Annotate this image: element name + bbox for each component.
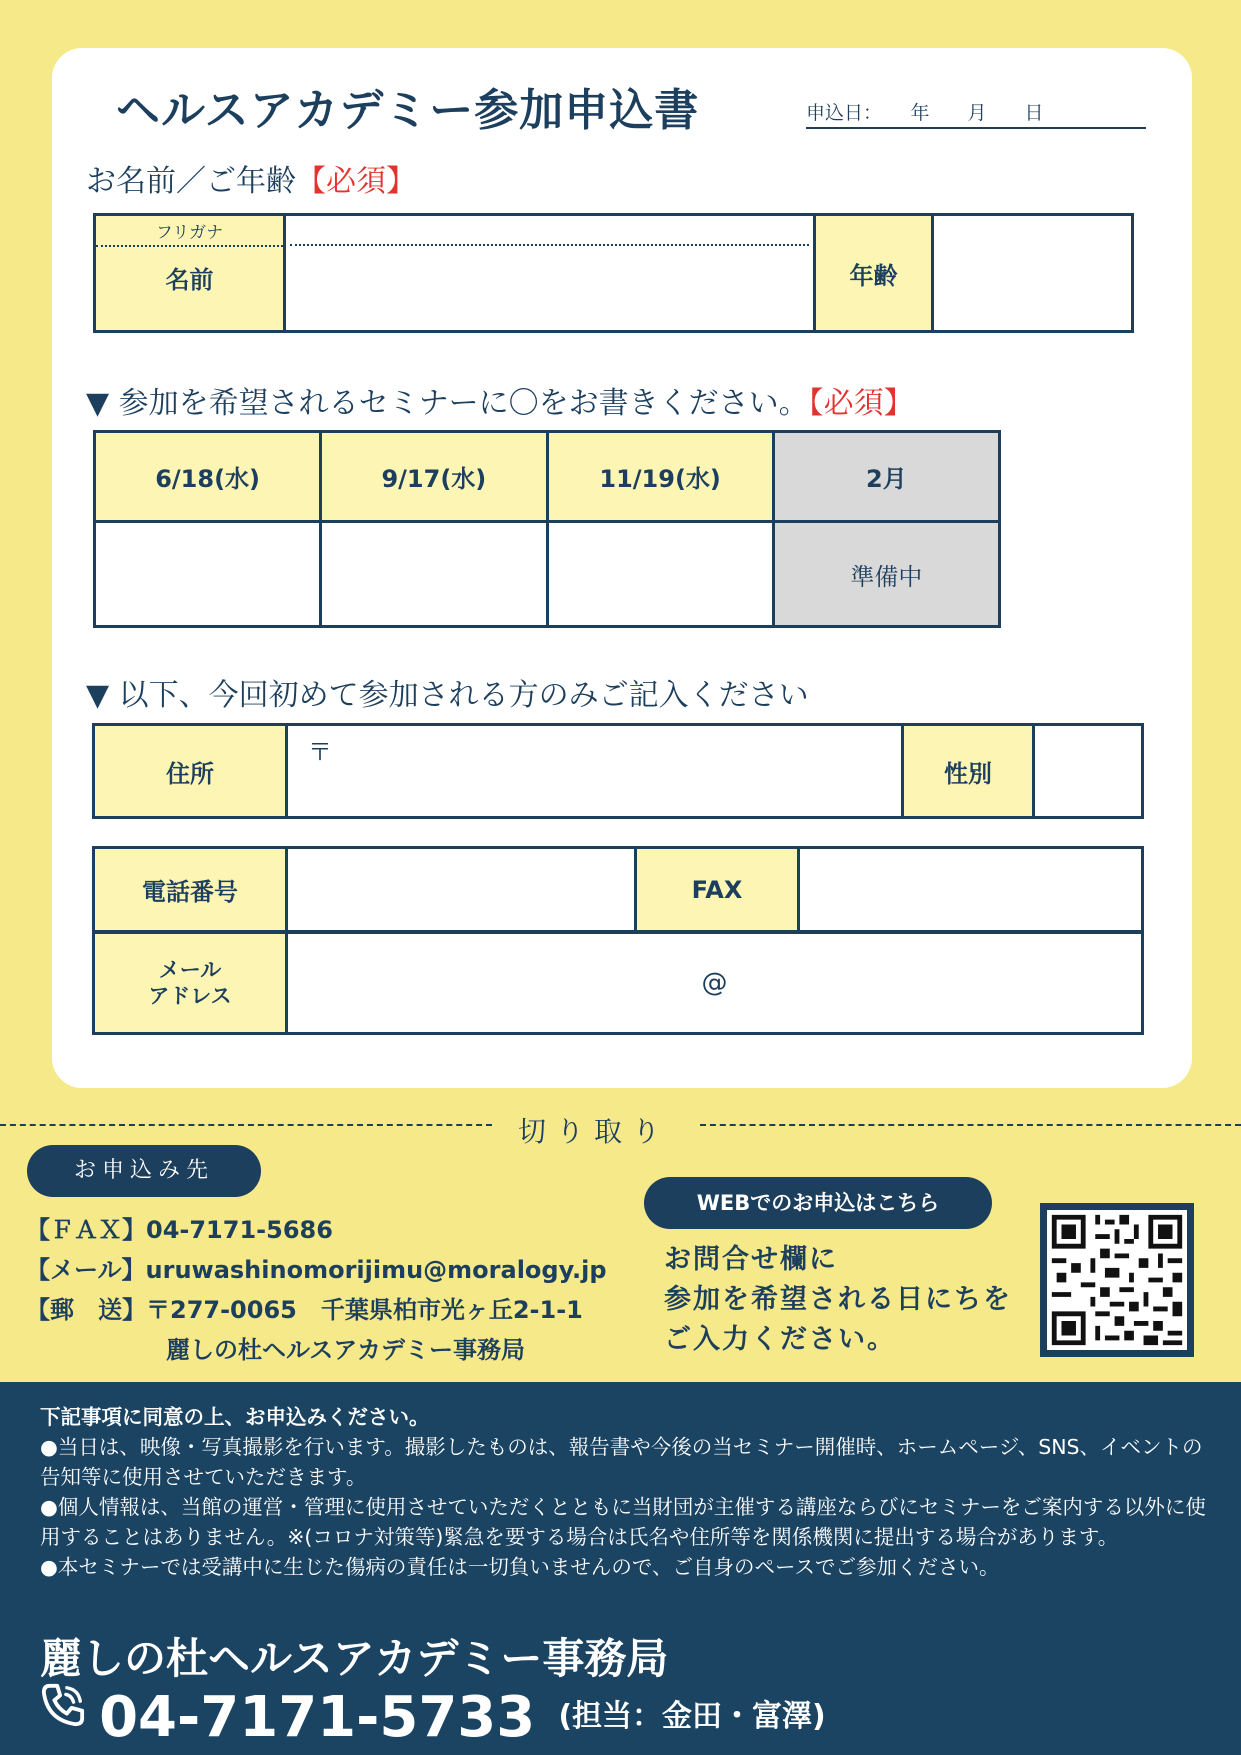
name-field[interactable] bbox=[285, 215, 815, 332]
terms-note-2: ●個人情報は、当館の運営・管理に使用させていただくとともに当財団が主催する講座ならびにセミナーをご案内する以外に使用することはありません。※(コロナ対策等)緊急を要する場合は氏名や住所等を関係機関に提出する場合があります。 bbox=[40, 1495, 1206, 1549]
mail-line[interactable]: 【メール】uruwashinomorijimu@moralogy.jp bbox=[26, 1256, 607, 1284]
office-staff: (担当：金田・富澤) bbox=[558, 1699, 826, 1734]
mail-table bbox=[92, 931, 1144, 1035]
terms-heading: 下記事項に同意の上、お申込みください。 bbox=[40, 1405, 430, 1429]
fax-line: 【ＦＡＸ】04-7171-5686 bbox=[26, 1216, 333, 1244]
web-note: お問合せ欄に 参加を希望される日にちを ご入力ください。 bbox=[664, 1244, 1012, 1355]
phone-icon bbox=[40, 1682, 86, 1728]
seminar-section-title: ▼ 参加を希望されるセミナーに〇をお書きください。【必須】 bbox=[86, 386, 914, 421]
furigana-label: フリガナ bbox=[96, 218, 283, 247]
footer bbox=[0, 1382, 1241, 1755]
mail-field[interactable] bbox=[287, 933, 1143, 1034]
application-date-field[interactable]: 申込日： 年 月 日 bbox=[806, 98, 1146, 129]
seminar-preparing: 準備中 bbox=[773, 522, 999, 627]
name-label: 名前 bbox=[165, 266, 214, 294]
seminar-table bbox=[93, 430, 1001, 628]
mail-label: メール アドレス bbox=[94, 933, 287, 1034]
cut-line bbox=[0, 1110, 1241, 1148]
seminar-date-2: 9/17(水) bbox=[321, 432, 547, 522]
fax-label: FAX bbox=[636, 848, 799, 932]
post-line: 【郵 送】〒277-0065 千葉県柏市光ヶ丘2-1-1 bbox=[26, 1296, 583, 1324]
cut-label: 切り取り bbox=[518, 1115, 671, 1148]
first-time-section-title: ▼ 以下、今回初めて参加される方のみご記入ください bbox=[86, 678, 809, 713]
terms-note-3: ●本セミナーでは受講中に生じた傷病の責任は一切負いませんので、ご自身のペースでご参加ください。 bbox=[40, 1555, 1000, 1579]
office-name: 麗しの杜ヘルスアカデミー事務局 bbox=[40, 1634, 669, 1683]
address-label: 住所 bbox=[94, 725, 287, 818]
name-table bbox=[93, 213, 1134, 333]
fax-field[interactable] bbox=[799, 848, 1143, 932]
terms-note-1: ●当日は、映像・写真撮影を行います。撮影したものは、報告書や今後の当セミナー開催時、ホームページ、SNS、イベントの告知等に使用させていただきます。 bbox=[40, 1435, 1203, 1489]
form-title: ヘルスアカデミー参加申込書 bbox=[116, 85, 700, 136]
age-field[interactable] bbox=[933, 215, 1133, 332]
seminar-date-3: 11/19(水) bbox=[547, 432, 773, 522]
seminar-choice-2[interactable] bbox=[321, 522, 547, 627]
at-mark: @ bbox=[701, 968, 728, 998]
age-label: 年齢 bbox=[815, 215, 933, 332]
furigana-divider bbox=[290, 244, 809, 246]
gender-field[interactable] bbox=[1034, 725, 1143, 818]
address-table bbox=[92, 723, 1144, 819]
post-office-line: 麗しの杜ヘルスアカデミー事務局 bbox=[166, 1336, 526, 1364]
application-pill: お申込み先 bbox=[27, 1145, 261, 1197]
terms-notes bbox=[40, 1402, 1220, 1582]
name-label-cell bbox=[95, 215, 285, 332]
phone-table bbox=[92, 846, 1144, 933]
gender-label: 性別 bbox=[903, 725, 1034, 818]
seminar-choice-3[interactable] bbox=[547, 522, 773, 627]
seminar-date-4: 2月 bbox=[773, 432, 999, 522]
required-mark: 【必須】 bbox=[808, 386, 914, 421]
office-phone[interactable]: 04-7171-5733 bbox=[99, 1685, 536, 1750]
qr-code-icon bbox=[1047, 1210, 1187, 1350]
seminar-choice-1[interactable] bbox=[95, 522, 321, 627]
postal-mark: 〒 bbox=[308, 738, 332, 766]
phone-field[interactable] bbox=[287, 848, 636, 932]
name-section-title: お名前／ご年齢【必須】 bbox=[86, 164, 416, 199]
seminar-date-1: 6/18(水) bbox=[95, 432, 321, 522]
web-application-pill[interactable]: WEBでのお申込はこちら bbox=[644, 1177, 992, 1229]
qr-code[interactable] bbox=[1040, 1203, 1194, 1357]
office-phone-row bbox=[40, 1682, 826, 1750]
address-field[interactable] bbox=[287, 725, 903, 818]
required-mark: 【必須】 bbox=[296, 164, 416, 199]
phone-label: 電話番号 bbox=[94, 848, 287, 932]
